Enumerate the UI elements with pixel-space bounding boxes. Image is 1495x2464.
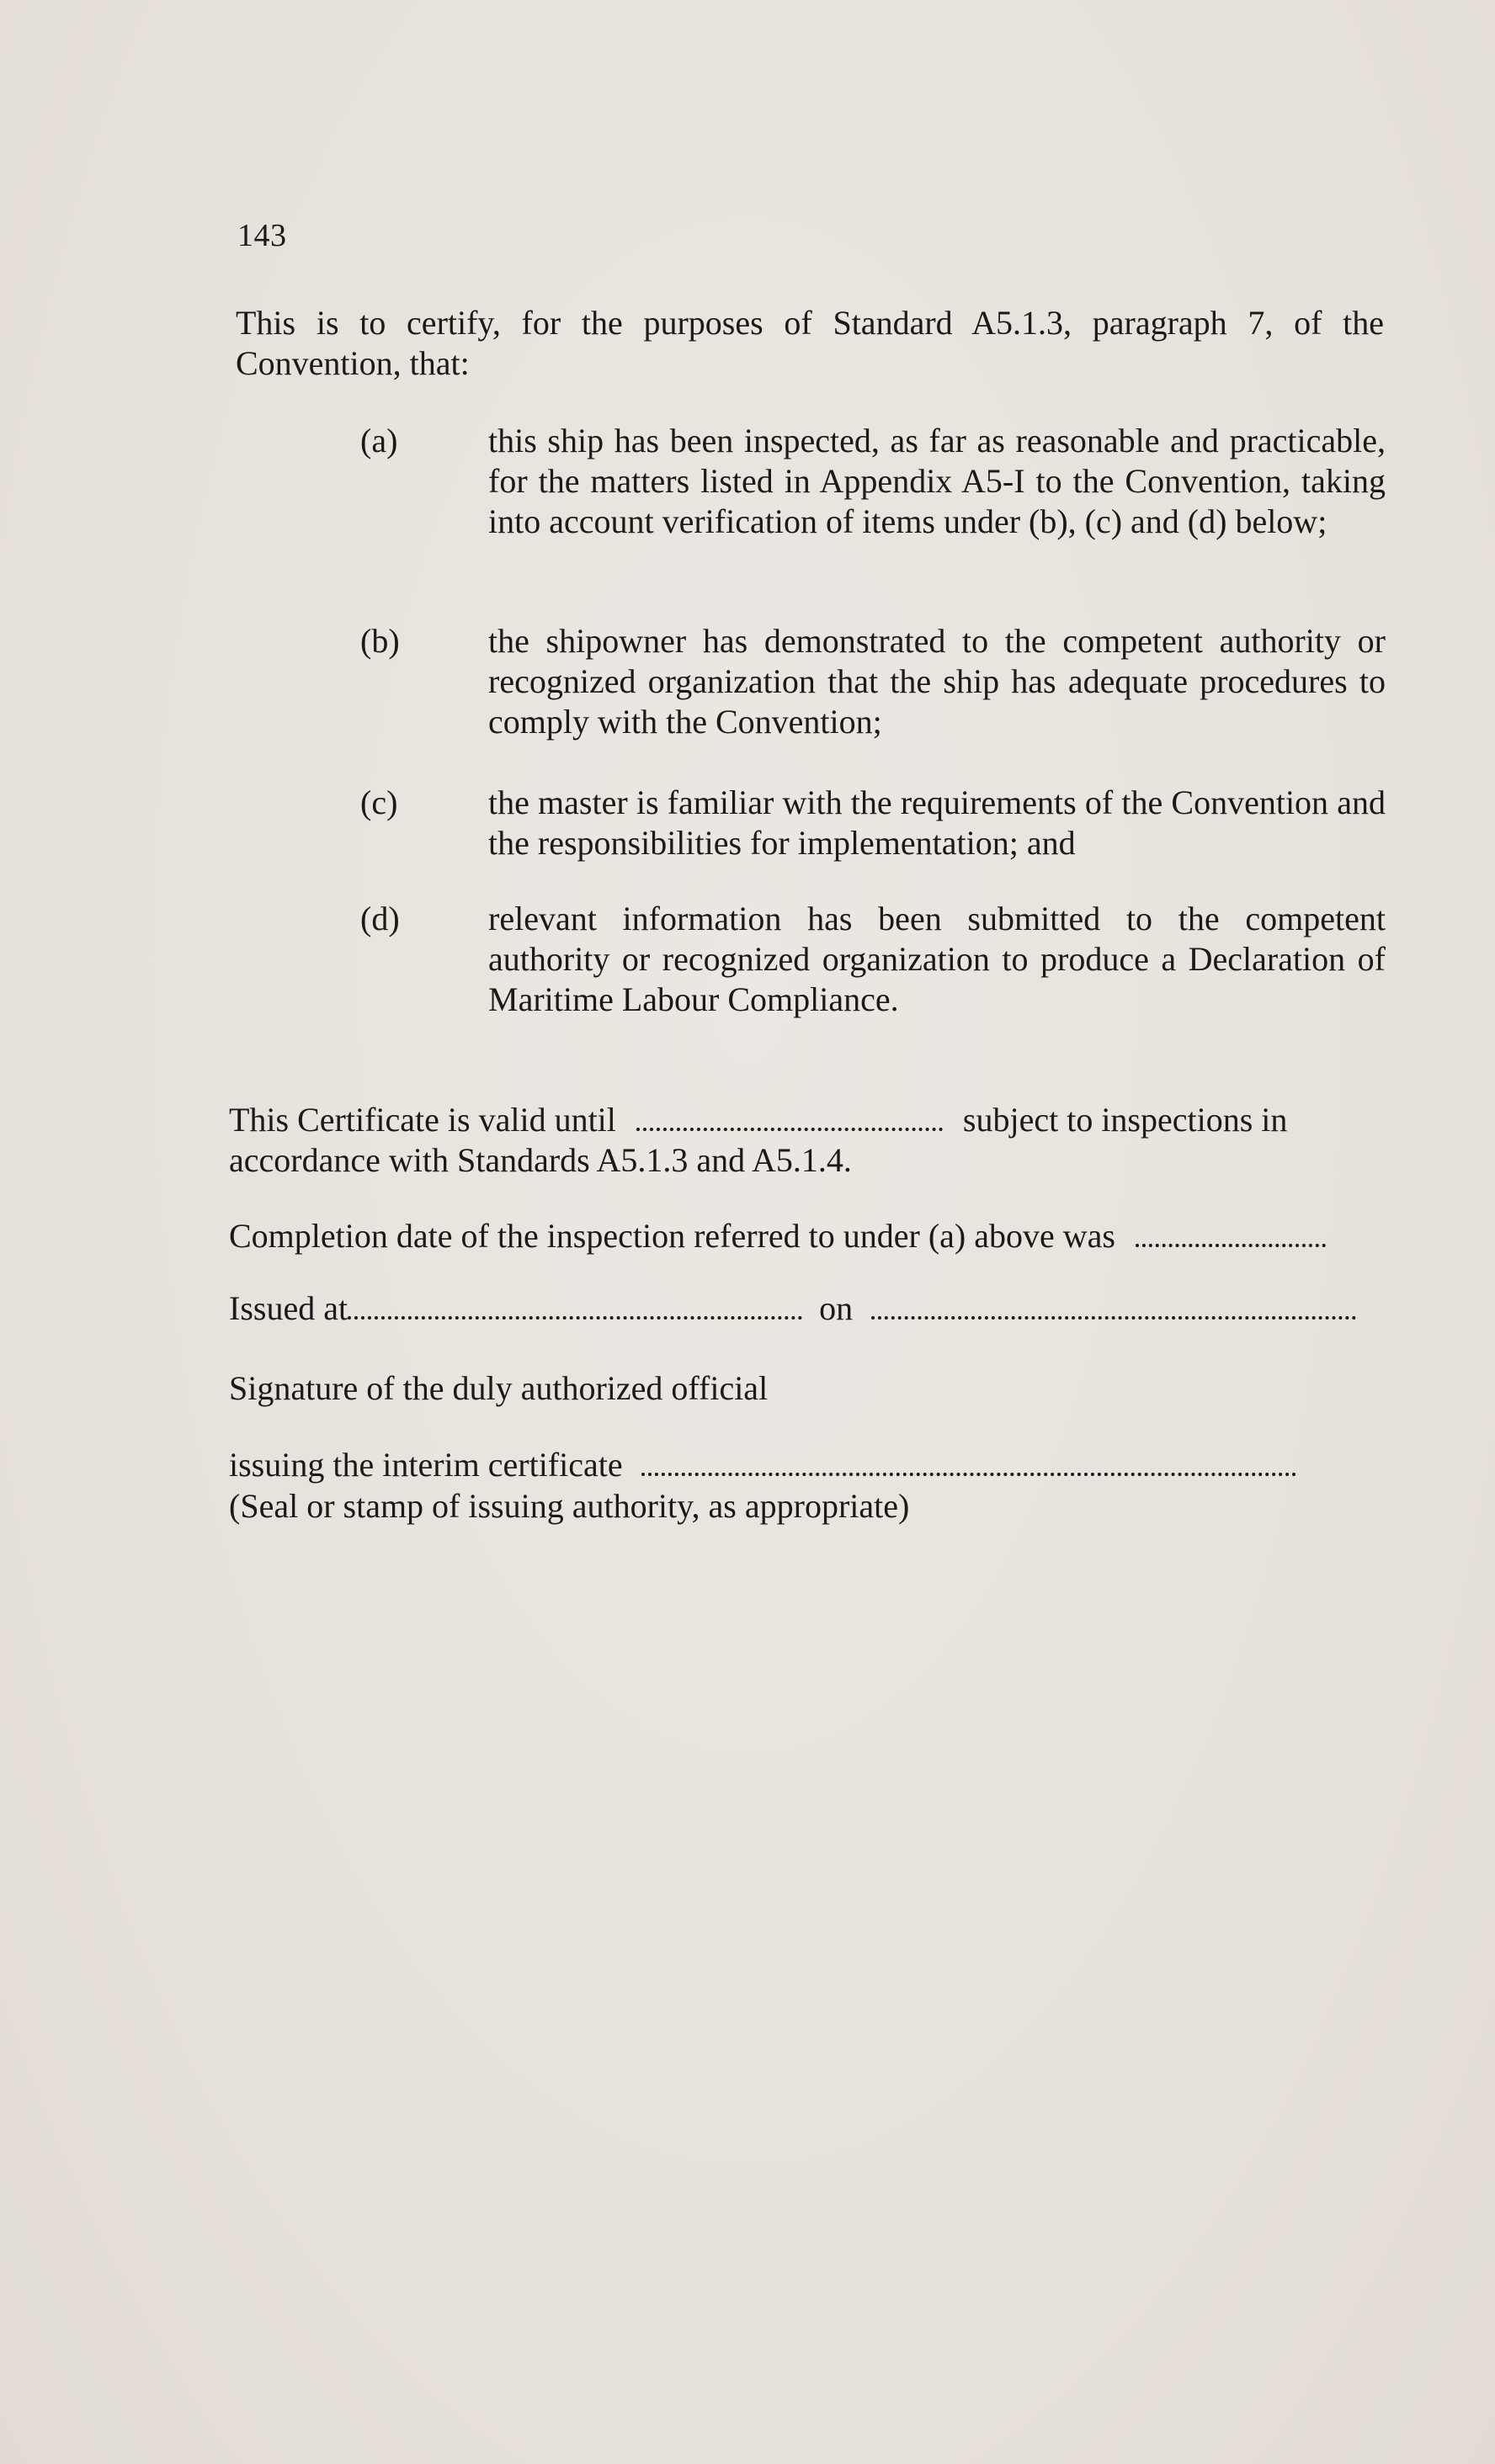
seal-text: (Seal or stamp of issuing authority, as appropriate) bbox=[229, 1487, 910, 1525]
item-marker: (c) bbox=[360, 783, 398, 821]
issued-on-label: on bbox=[819, 1289, 854, 1327]
validity-text-after: subject to inspections in accordance with Standards A5.1.3 and A5.1.4. bbox=[229, 1101, 1288, 1179]
signature-label: Signature of the duly authorized official bbox=[229, 1369, 769, 1407]
signature-line bbox=[229, 1368, 768, 1409]
issued-at-field[interactable] bbox=[348, 1288, 802, 1320]
completion-label: Completion date of the inspection referred to under (a) above was bbox=[229, 1217, 1115, 1255]
item-marker: (b) bbox=[360, 622, 400, 660]
item-text: the shipowner has demonstrated to the competent authority or recognized organization that the ship has adequate procedures to comply with the Convention; bbox=[488, 622, 1386, 741]
completion-line bbox=[229, 1215, 1326, 1256]
issuing-label: issuing the interim certificate bbox=[229, 1446, 623, 1484]
signature-field[interactable] bbox=[641, 1444, 1296, 1476]
issuing-line bbox=[229, 1444, 1296, 1485]
validity-text-before: This Certificate is valid until bbox=[229, 1101, 616, 1139]
seal-note bbox=[229, 1486, 909, 1527]
issued-at-label: Issued at bbox=[229, 1289, 348, 1327]
intro-paragraph: This is to certify, for the purposes of Standard A5.1.3, paragraph 7, of the Convention, that: bbox=[236, 304, 1384, 382]
completion-date-field[interactable] bbox=[1136, 1215, 1326, 1247]
item-text: the master is familiar with the requirements of the Convention and the responsibilities for implementation; and bbox=[488, 783, 1386, 862]
valid-until-field[interactable] bbox=[636, 1099, 943, 1131]
issued-line bbox=[229, 1288, 1356, 1329]
page-number: 143 bbox=[237, 218, 287, 253]
item-marker: (a) bbox=[360, 422, 398, 459]
item-marker: (d) bbox=[360, 900, 400, 937]
item-text: relevant information has been submitted to the competent authority or recognized organization to produce a Declaration of Maritime Labour Compliance. bbox=[488, 900, 1386, 1018]
validity-paragraph bbox=[229, 1099, 1384, 1181]
item-text: this ship has been inspected, as far as reasonable and practicable, for the matters listed in Appendix A5-I to the Convention, taking into account verification of items under (b), (c) and (d) below; bbox=[488, 422, 1386, 540]
issued-on-field[interactable] bbox=[871, 1288, 1356, 1320]
